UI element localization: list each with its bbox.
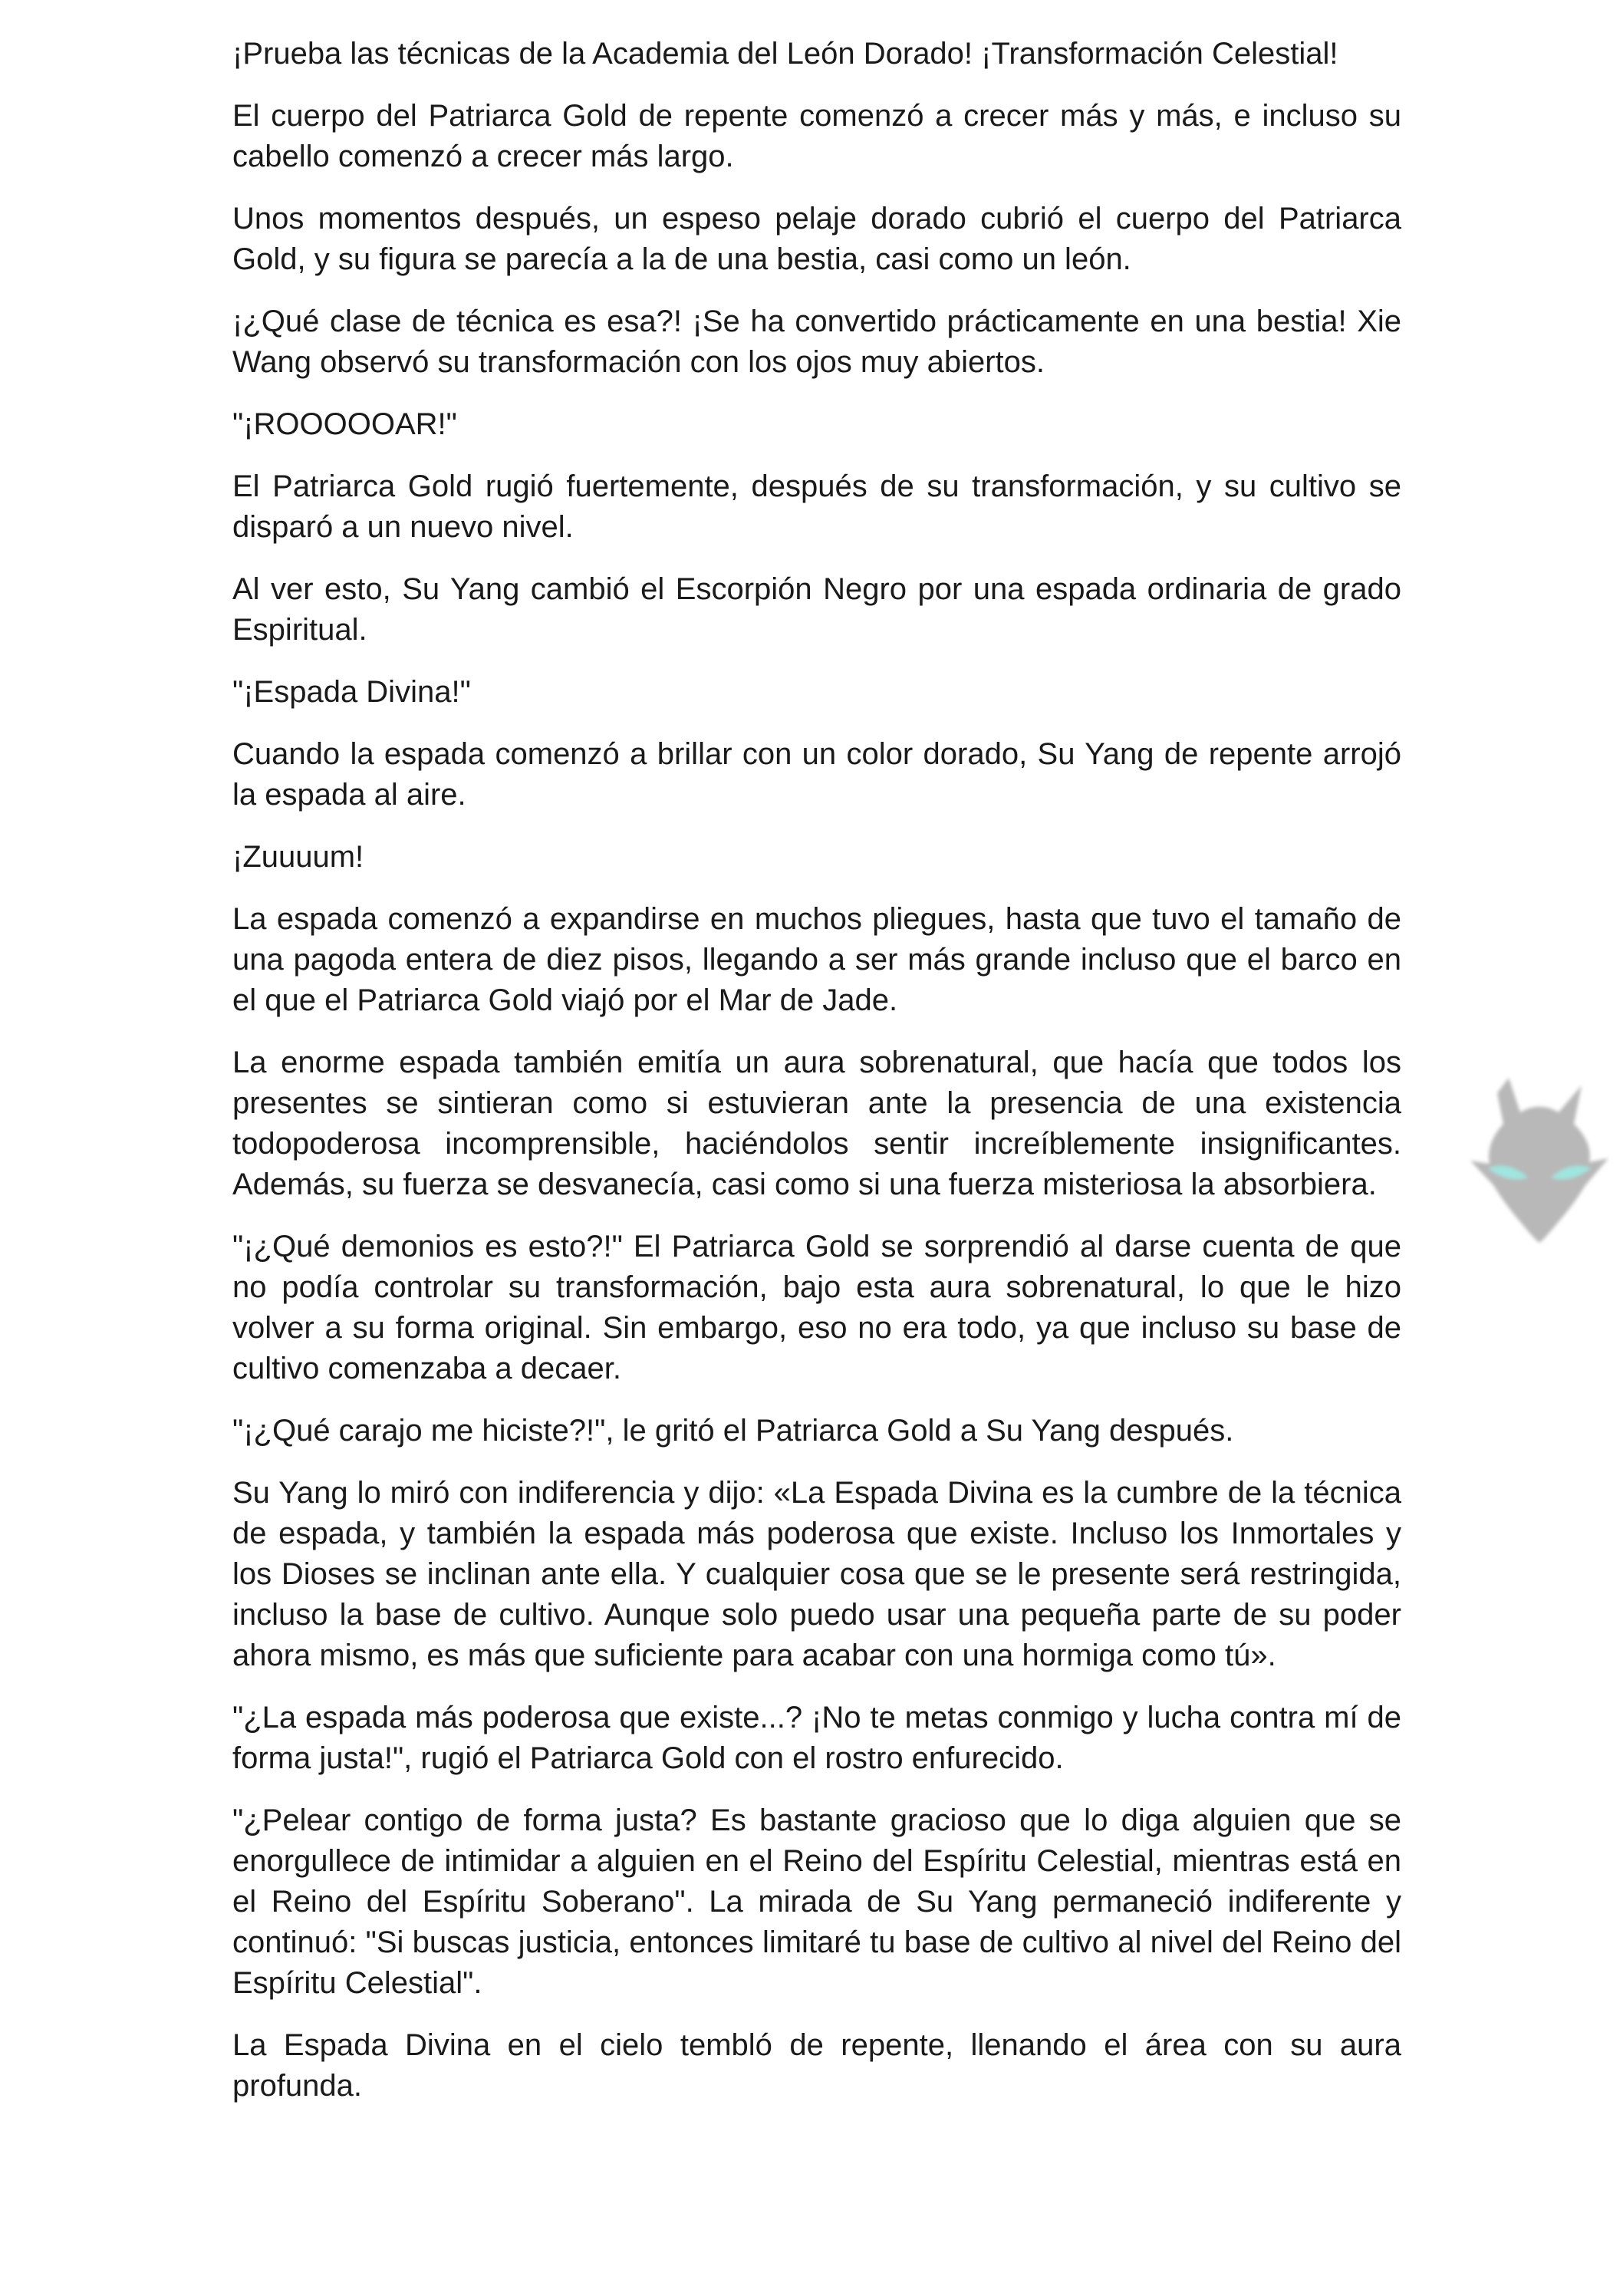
paragraph: Unos momentos después, un espeso pelaje dorado cubrió el cuerpo del Patriarca Gold, y su figura se parecía a la de una bestia, casi como un león. xyxy=(232,202,1401,276)
paragraph: "¡ROOOOOAR!" xyxy=(232,407,457,441)
paragraph: La enorme espada también emitía un aura sobrenatural, que hacía que todos los presentes se sintieran como si estuvieran ante la presencia de una existencia todopoderosa incomprensible, haciéndolos sentir increíblemente insignificantes. Además, su fuerza se desvanecía, casi como si una fuerza misteriosa la absorbiera. xyxy=(232,1046,1401,1201)
paragraph: El Patriarca Gold rugió fuertemente, después de su transformación, y su cultivo se disparó a un nuevo nivel. xyxy=(232,469,1401,544)
document-body xyxy=(232,34,1401,2128)
paragraph: "¡¿Qué demonios es esto?!" El Patriarca Gold se sorprendió al darse cuenta de que no podía controlar su transformación, bajo esta aura sobrenatural, lo que le hizo volver a su forma original. Sin embargo, eso no era todo, ya que incluso su base de cultivo comenzaba a decaer. xyxy=(232,1230,1401,1385)
paragraph: ¡Prueba las técnicas de la Academia del León Dorado! ¡Transformación Celestial! xyxy=(232,37,1338,71)
paragraph: "¿La espada más poderosa que existe...? ¡No te metas conmigo y lucha contra mí de forma justa!", rugió el Patriarca Gold con el rostro enfurecido. xyxy=(232,1701,1401,1775)
paragraph: "¿Pelear contigo de forma justa? Es bastante gracioso que lo diga alguien que se enorgullece de intimidar a alguien en el Reino del Espíritu Celestial, mientras está en el Reino del Espíritu Soberano". La mirada de Su Yang permaneció indiferente y continuó: "Si buscas justicia, entonces limitaré tu base de cultivo al nivel del Reino del Espíritu Celestial". xyxy=(232,1804,1401,2000)
paragraph: ¡Zuuuum! xyxy=(232,840,364,874)
paragraph: Al ver esto, Su Yang cambió el Escorpión Negro por una espada ordinaria de grado Espiritual. xyxy=(232,572,1401,647)
paragraph: "¡Espada Divina!" xyxy=(232,675,471,709)
paragraph: El cuerpo del Patriarca Gold de repente comenzó a crecer más y más, e incluso su cabello comenzó a crecer más largo. xyxy=(232,99,1401,173)
paragraph: La Espada Divina en el cielo tembló de repente, llenando el área con su aura profunda. xyxy=(232,2028,1401,2103)
demon-head-icon xyxy=(1467,1070,1612,1247)
paragraph: "¡¿Qué carajo me hiciste?!", le gritó el Patriarca Gold a Su Yang después. xyxy=(232,1414,1234,1448)
paragraph: La espada comenzó a expandirse en muchos pliegues, hasta que tuvo el tamaño de una pagoda entera de diez pisos, llegando a ser más grande incluso que el barco en el que el Patriarca Gold viajó por el Mar de Jade. xyxy=(232,902,1401,1017)
paragraph: Su Yang lo miró con indiferencia y dijo: «La Espada Divina es la cumbre de la técnica de espada, y también la espada más poderosa que existe. Incluso los Inmortales y los Dioses se inclinan ante ella. Y cualquier cosa que se le presente será restringida, incluso la base de cultivo. Aunque solo puedo usar una pequeña parte de su poder ahora mismo, es más que suficiente para acabar con una hormiga como tú». xyxy=(232,1476,1401,1672)
paragraph: ¡¿Qué clase de técnica es esa?! ¡Se ha convertido prácticamente en una bestia! Xie Wang observó su transformación con los ojos muy abiertos. xyxy=(232,305,1401,379)
paragraph: Cuando la espada comenzó a brillar con un color dorado, Su Yang de repente arrojó la espada al aire. xyxy=(232,737,1401,812)
watermark-logo xyxy=(1467,1070,1612,1247)
